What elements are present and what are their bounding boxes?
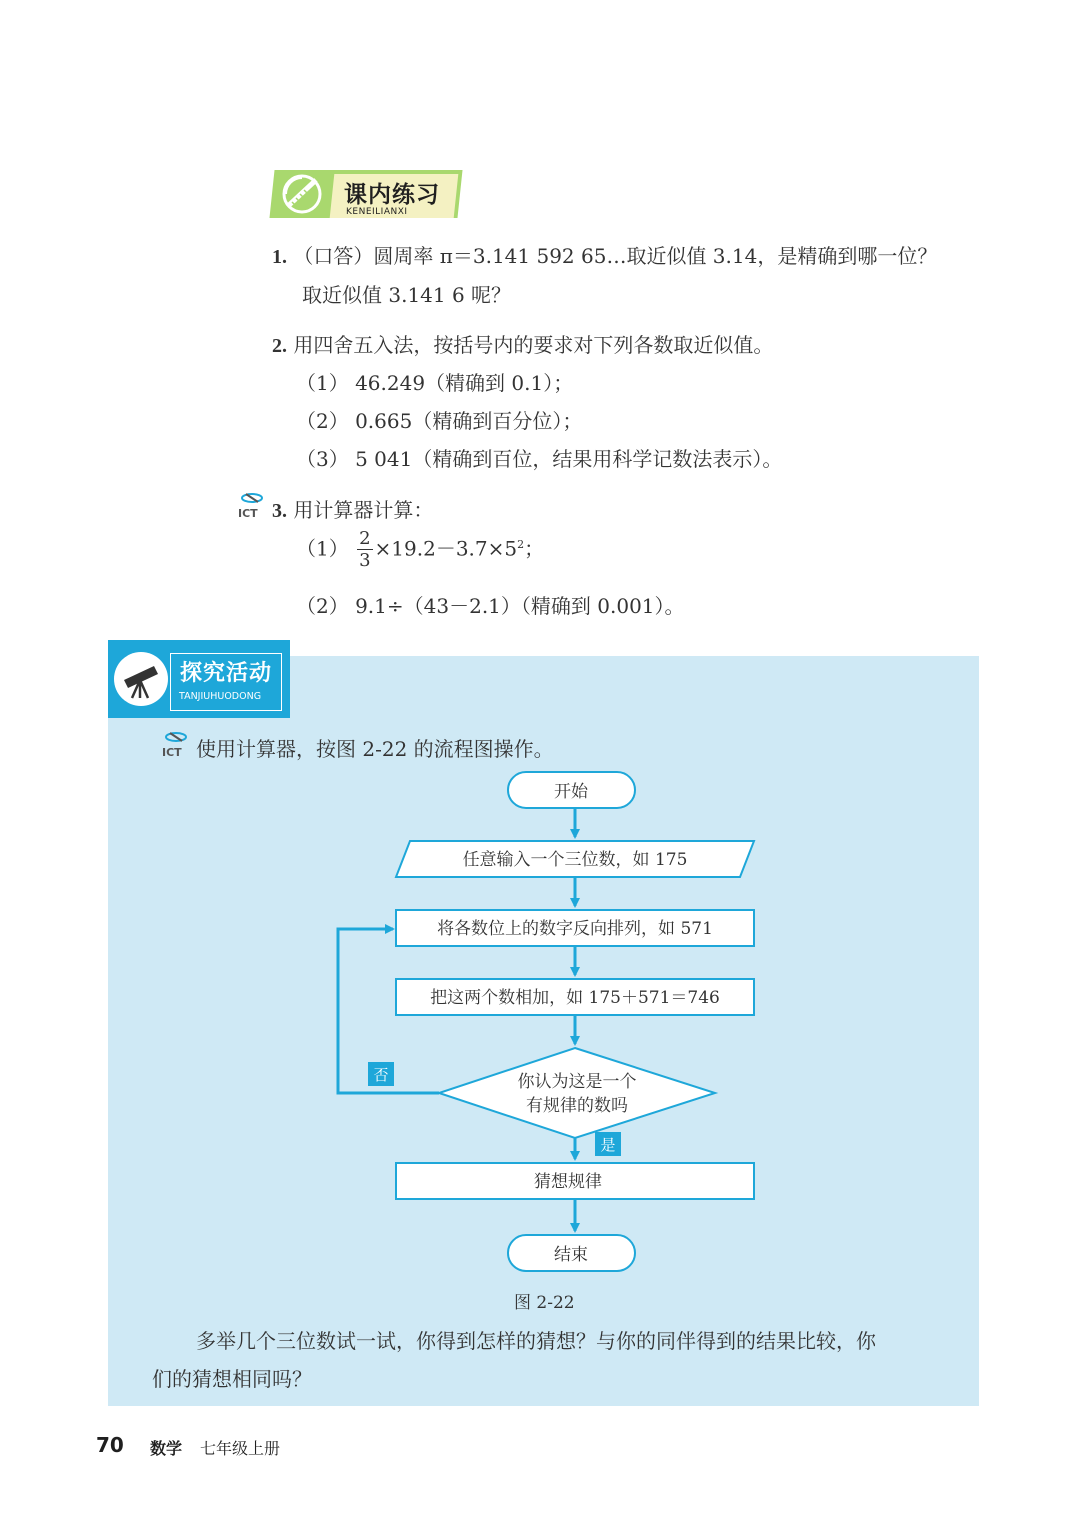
fraction-numerator: 2	[359, 528, 371, 549]
question-2	[272, 329, 773, 358]
flow-no-badge	[368, 1062, 394, 1086]
question-1-continued: 取近似值 3.141 6 呢？	[302, 283, 512, 307]
svg-text:ICT: ICT	[238, 507, 258, 520]
flow-add-label: 把这两个数相加，如 175＋571＝746	[430, 988, 720, 1008]
protractor-ruler-icon	[278, 172, 330, 216]
flow-no-label: 否	[373, 1066, 389, 1084]
activity-intro: 使用计算器，按图 2-22 的流程图操作。	[196, 737, 554, 761]
question-number: 3.	[272, 500, 287, 522]
flow-yes-badge	[595, 1132, 621, 1156]
activity-subtitle: TANJIUHUODONG	[179, 691, 262, 702]
flow-end-node	[508, 1235, 635, 1271]
figure-caption: 图 2-22	[514, 1293, 575, 1313]
question-3-part-2: （2） 9.1÷（43－2.1）（精确到 0.001）。	[296, 594, 685, 618]
practice-subtitle: KENEILIANXI	[346, 207, 408, 217]
part-label: （1）	[296, 536, 349, 561]
flow-input-node	[396, 841, 754, 877]
flow-reverse-node	[396, 910, 754, 946]
activity-paragraph-line1: 多举几个三位数试一试，你得到怎样的猜想？与你的同伴得到的结果比较，你	[196, 1329, 876, 1353]
flow-add-node	[396, 979, 754, 1015]
flow-decision-line2: 有规律的数吗	[526, 1096, 628, 1116]
expression: ×19.2－3.7×5	[374, 536, 518, 561]
question-2-part-1: （1） 46.249（精确到 0.1）；	[296, 371, 574, 395]
flow-reverse-label: 将各数位上的数字反向排列，如 571	[437, 919, 713, 939]
flow-decision-line1: 你认为这是一个	[517, 1072, 637, 1092]
flow-guess-node	[396, 1163, 754, 1199]
question-number: 1.	[272, 246, 287, 268]
exponent: 2	[517, 537, 525, 551]
flow-decision-node	[439, 1048, 715, 1138]
question-3-part-1	[296, 530, 544, 570]
question-text: 用计算器计算：	[293, 498, 434, 522]
flow-guess-label: 猜想规律	[534, 1172, 602, 1192]
flow-input-label: 任意输入一个三位数，如 175	[462, 850, 688, 870]
flow-end-label: 结束	[554, 1245, 588, 1265]
footer-subject: 数学	[150, 1439, 183, 1458]
question-3	[272, 494, 433, 523]
punctuation: ；	[524, 536, 545, 561]
question-text: 用四舍五入法，按括号内的要求对下列各数取近似值。	[293, 333, 774, 357]
practice-title: 课内练习	[344, 182, 440, 208]
question-2-part-2: （2） 0.665（精确到百分位）；	[296, 409, 583, 433]
question-text: （口答）圆周率 π＝3.141 592 65…取近似值 3.14，是精确到哪一位？	[293, 244, 938, 268]
page-number: 70	[96, 1433, 124, 1457]
footer-grade: 七年级上册	[200, 1439, 281, 1458]
practice-banner	[272, 170, 460, 222]
svg-text:ICT: ICT	[162, 746, 182, 759]
question-number: 2.	[272, 335, 287, 357]
question-2-part-3: （3） 5 041（精确到百位，结果用科学记数法表示）。	[296, 447, 783, 471]
flow-start-node	[508, 772, 635, 808]
fraction-denominator: 3	[359, 550, 371, 571]
flow-yes-label: 是	[600, 1136, 616, 1154]
activity-paragraph-line2: 们的猜想相同吗？	[152, 1367, 312, 1391]
activity-title: 探究活动	[180, 661, 273, 686]
ict-icon	[236, 488, 268, 520]
fraction	[357, 530, 372, 570]
flow-start-label: 开始	[554, 782, 588, 802]
question-1	[272, 240, 937, 269]
